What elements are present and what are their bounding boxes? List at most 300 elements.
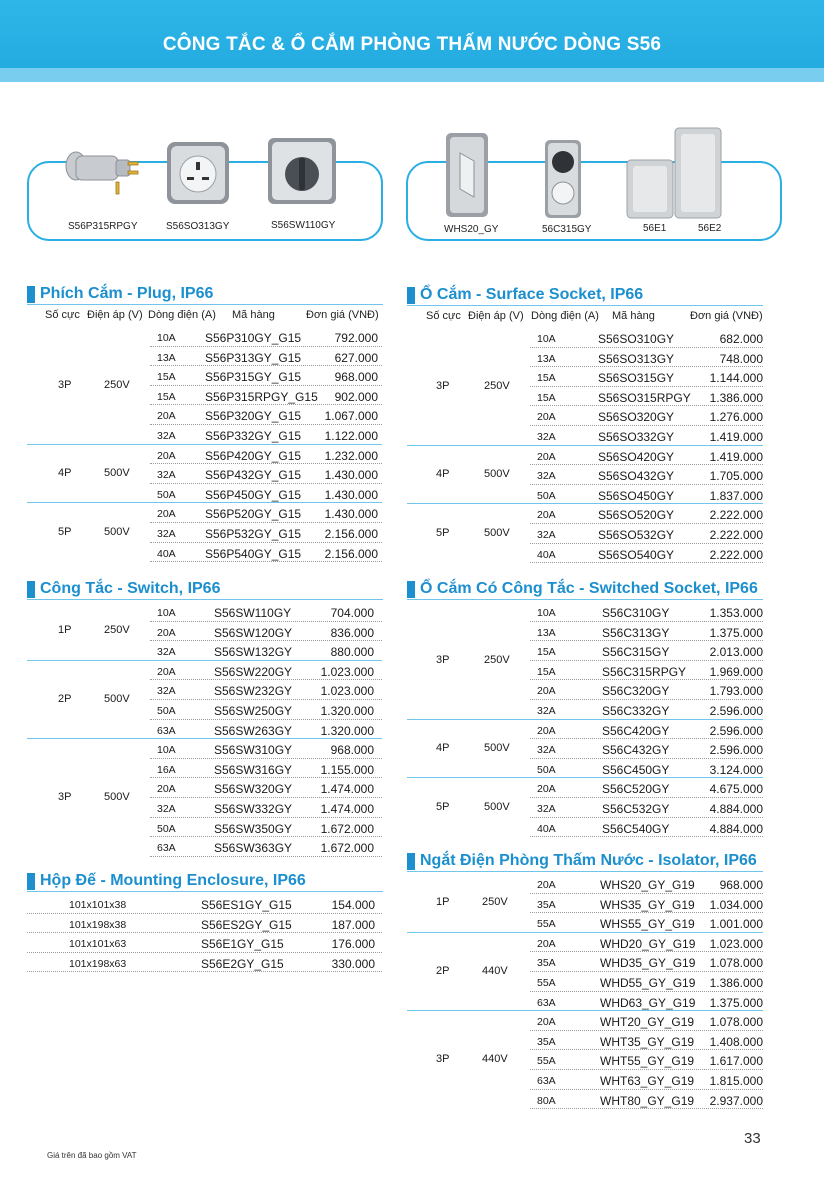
price-cell: 704.000 [330, 606, 374, 620]
voltage: 500V [484, 742, 510, 754]
size-cell: 101x198x63 [69, 957, 127, 970]
current-cell: 50A [157, 705, 176, 717]
voltage: 250V [484, 379, 510, 392]
current-cell: 35A [537, 1035, 556, 1048]
price-cell: 748.000 [719, 351, 763, 366]
voltage: 500V [484, 468, 510, 480]
current-cell: 20A [537, 1016, 556, 1029]
table-row [530, 972, 763, 992]
pole-count: 4P [58, 467, 72, 479]
product-code-cell: S56P450GY_G15 [205, 487, 302, 502]
pole-count: 1P [58, 624, 72, 637]
table-row [530, 622, 763, 642]
product-code-cell: S56SW263GY [214, 723, 293, 738]
product-code-cell: S56E2GY_G15 [201, 956, 284, 971]
voltage: 500V [484, 800, 510, 813]
price-cell: 627.000 [334, 350, 378, 365]
product-code-cell: S56SW250GY [214, 704, 293, 718]
current-cell: 20A [537, 724, 556, 737]
current-cell: 32A [537, 470, 556, 483]
current-cell: 32A [157, 646, 176, 659]
section-title: Ngắt Điện Phòng Thấm Nước - Isolator, IP66 [420, 852, 757, 872]
price-cell: 1.067.000 [324, 409, 378, 424]
current-cell: 50A [157, 488, 176, 501]
price-cell: 1.375.000 [709, 995, 763, 1010]
price-cell: 2.222.000 [709, 528, 763, 542]
current-cell: 40A [537, 548, 556, 561]
table-row [530, 739, 763, 759]
price-cell: 1.122.000 [324, 429, 378, 443]
table-row [27, 894, 382, 914]
table-row [530, 700, 763, 720]
table-row [530, 992, 763, 1012]
table-row [530, 661, 763, 681]
voltage: 440V [482, 1053, 508, 1066]
product-code-cell: S56P332GY_G15 [205, 429, 302, 443]
table-row [27, 914, 382, 934]
vat-note: Giá trên đã bao gồm VAT [47, 1151, 137, 1160]
table-row [150, 700, 382, 720]
table-row [530, 720, 763, 740]
table-row [150, 641, 382, 661]
product-code-cell: S56C520GY [602, 782, 670, 797]
pole-count: 2P [58, 693, 72, 705]
current-cell: 32A [157, 430, 176, 442]
product-code-cell: S56SW220GY [214, 664, 293, 679]
section-title: Hộp Đế - Mounting Enclosure, IP66 [40, 872, 306, 892]
table-row [530, 602, 763, 622]
price-cell: 1.617.000 [709, 1054, 763, 1069]
product-code-cell: S56C315RPGY [602, 664, 687, 679]
current-cell: 20A [157, 410, 176, 423]
table-row [530, 913, 763, 933]
price-cell: 1.078.000 [709, 956, 763, 971]
table-row [150, 425, 382, 445]
table-row [150, 622, 382, 642]
price-cell: 1.837.000 [709, 488, 763, 503]
price-cell: 1.320.000 [320, 704, 374, 718]
current-cell: 15A [157, 371, 176, 384]
price-cell: 1.705.000 [709, 469, 763, 484]
pole-count: 3P [58, 378, 72, 391]
table-row [150, 523, 382, 543]
table-row [150, 445, 382, 465]
page-title: CÔNG TẮC & Ổ CẮM PHÒNG THẤM NƯỚC DÒNG S56 [162, 34, 662, 55]
price-cell: 1.430.000 [324, 468, 378, 483]
product-code-cell: WHD20_GY_G19 [600, 936, 696, 951]
product-code-cell: S56SO315RPGY [598, 390, 691, 405]
price-cell: 330.000 [331, 956, 375, 971]
product-code-cell: S56C315GY [602, 645, 670, 660]
table-row [150, 366, 382, 386]
table-row [150, 837, 382, 857]
product-code-cell: S56C432GY [602, 743, 670, 758]
section-title-underline [407, 599, 763, 600]
price-cell: 1.408.000 [709, 1034, 763, 1049]
current-cell: 20A [537, 783, 556, 796]
voltage: 250V [484, 653, 510, 666]
product-code-cell: S56SO532GY [598, 528, 675, 542]
current-cell: 32A [157, 469, 176, 482]
table-row [530, 328, 763, 348]
product-code-cell: S56SO540GY [598, 547, 675, 562]
table-row [150, 503, 382, 523]
current-cell: 63A [537, 996, 556, 1009]
table-row [530, 641, 763, 661]
pole-count: 3P [436, 379, 450, 392]
current-cell: 55A [537, 977, 556, 989]
current-cell: 63A [157, 842, 176, 855]
product-code-cell: S56SW363GY [214, 841, 293, 856]
price-cell: 1.144.000 [709, 371, 763, 386]
pole-count: 1P [436, 896, 450, 909]
table-row [530, 446, 763, 466]
product-code-cell: S56SO315GY [598, 371, 675, 386]
current-cell: 32A [537, 529, 556, 541]
product-code-cell: S56SW350GY [214, 821, 293, 836]
column-header: Số cực [45, 309, 80, 321]
price-cell: 2.013.000 [709, 645, 763, 660]
table-row [150, 778, 382, 798]
price-cell: 4.884.000 [709, 821, 763, 836]
column-header: Số cực [426, 310, 461, 322]
table-row [530, 952, 763, 972]
price-cell: 2.937.000 [709, 1093, 763, 1108]
current-cell: 20A [537, 450, 556, 463]
product-code-cell: S56SO332GY [598, 430, 675, 444]
price-cell: 682.000 [719, 332, 763, 346]
switched-socket-image [543, 138, 583, 220]
price-cell: 880.000 [330, 645, 374, 660]
size-cell: 101x101x38 [69, 899, 127, 911]
current-cell: 35A [537, 957, 556, 970]
pole-count: 4P [436, 742, 450, 754]
price-cell: 1.320.000 [320, 723, 374, 738]
product-code-cell: S56SW332GY [214, 802, 293, 816]
current-cell: 32A [157, 528, 176, 540]
price-cell: 1.386.000 [709, 976, 763, 990]
product-code-cell: S56C313GY [602, 625, 670, 640]
price-cell: 1.353.000 [709, 606, 763, 620]
table-row [530, 1031, 763, 1051]
product-code-cell: S56ES2GY_G15 [201, 917, 292, 932]
price-cell: 2.596.000 [709, 743, 763, 758]
table-row [530, 1050, 763, 1070]
table-row [150, 347, 382, 367]
current-cell: 63A [537, 1075, 556, 1087]
price-cell: 1.232.000 [324, 448, 378, 463]
caption-switched-socket: 56C315GY [542, 224, 592, 235]
section-title-underline [407, 871, 763, 872]
current-cell: 32A [537, 803, 556, 815]
price-cell: 1.419.000 [709, 430, 763, 444]
product-code-cell: S56SO432GY [598, 469, 675, 484]
price-cell: 176.000 [331, 937, 375, 952]
product-code-cell: WHT80_GY_G19 [600, 1093, 695, 1108]
table-row [150, 680, 382, 700]
caption-isolator: WHS20_GY [444, 224, 499, 235]
current-cell: 13A [537, 626, 556, 639]
current-cell: 20A [537, 937, 556, 950]
price-cell: 154.000 [331, 898, 375, 912]
table-row [530, 504, 763, 524]
product-code-cell: S56SW110GY [214, 606, 292, 620]
table-row [530, 778, 763, 798]
table-row [530, 798, 763, 818]
product-code-cell: S56C332GY [602, 704, 670, 718]
current-cell: 20A [157, 508, 176, 521]
price-cell: 1.001.000 [709, 917, 763, 932]
table-row [530, 387, 763, 407]
current-cell: 20A [537, 509, 556, 522]
caption-plug: S56P315RPGY [68, 221, 138, 232]
current-cell: 10A [537, 333, 556, 345]
socket-image [165, 140, 231, 206]
price-cell: 1.078.000 [709, 1015, 763, 1030]
section-title-underline [407, 305, 763, 306]
pole-count: 4P [436, 468, 450, 480]
current-cell: 15A [537, 646, 556, 659]
section-title: Phích Cắm - Plug, IP66 [40, 285, 213, 305]
price-cell: 1.375.000 [709, 625, 763, 640]
current-cell: 20A [157, 449, 176, 462]
table-row [530, 1070, 763, 1090]
column-header: Mã hàng [232, 309, 275, 321]
table-row [150, 543, 382, 563]
current-cell: 32A [537, 705, 556, 717]
voltage: 440V [482, 965, 508, 977]
column-header: Điện áp (V) [468, 310, 524, 322]
product-code-cell: S56SW132GY [214, 645, 293, 660]
voltage: 500V [104, 791, 130, 803]
table-row [150, 405, 382, 425]
section-title-underline [27, 304, 383, 305]
plug-image [62, 148, 142, 206]
table-row [150, 818, 382, 838]
voltage: 250V [104, 378, 130, 391]
current-cell: 15A [537, 665, 556, 678]
table-row [530, 680, 763, 700]
product-code-cell: S56SW310GY [214, 743, 293, 758]
price-cell: 1.023.000 [709, 936, 763, 951]
enclosure-image [625, 124, 725, 222]
table-row [150, 739, 382, 759]
current-cell: 50A [157, 822, 176, 835]
current-cell: 20A [157, 783, 176, 796]
current-cell: 10A [157, 607, 176, 619]
section-title: Công Tắc - Switch, IP66 [40, 580, 220, 600]
current-cell: 55A [537, 1055, 556, 1068]
pole-count: 5P [436, 526, 450, 539]
current-cell: 32A [157, 803, 176, 815]
table-row [530, 544, 763, 564]
product-code-cell: S56C450GY [602, 762, 670, 777]
price-cell: 1.023.000 [320, 684, 374, 699]
product-code-cell: WHS35_GY_G19 [600, 897, 695, 912]
table-row [530, 348, 763, 368]
current-cell: 13A [157, 351, 176, 364]
price-cell: 1.672.000 [320, 841, 374, 856]
table-row [530, 874, 763, 894]
price-cell: 3.124.000 [709, 762, 763, 777]
price-cell: 2.156.000 [324, 546, 378, 561]
price-cell: 1.793.000 [709, 684, 763, 699]
column-header: Đơn giá (VNĐ) [690, 310, 763, 322]
product-code-cell: S56SO320GY [598, 410, 675, 425]
current-cell: 10A [157, 332, 176, 344]
current-cell: 32A [537, 744, 556, 757]
table-row [150, 602, 382, 622]
column-header: Mã hàng [612, 310, 655, 322]
current-cell: 10A [157, 744, 176, 757]
product-code-cell: S56P313GY_G15 [205, 350, 302, 365]
current-cell: 40A [537, 822, 556, 835]
product-code-cell: S56C420GY [602, 723, 670, 738]
price-cell: 902.000 [334, 389, 378, 404]
table-row [530, 406, 763, 426]
column-header: Dòng điện (A) [148, 309, 216, 321]
current-cell: 10A [537, 607, 556, 619]
product-code-cell: WHT55_GY_G19 [600, 1054, 695, 1069]
current-cell: 20A [537, 685, 556, 698]
product-code-cell: S56C310GY [602, 606, 670, 620]
product-code-cell: S56SO313GY [598, 351, 675, 366]
table-row [530, 759, 763, 779]
current-cell: 15A [157, 390, 176, 403]
caption-enclosure-1: 56E1 [643, 223, 667, 234]
current-cell: 35A [537, 898, 556, 911]
current-cell: 40A [157, 547, 176, 560]
column-header: Dòng điện (A) [531, 310, 599, 322]
section-title-underline [27, 599, 383, 600]
product-code-cell: S56SW316GY [214, 762, 293, 777]
price-cell: 1.430.000 [324, 487, 378, 502]
price-cell: 4.884.000 [709, 802, 763, 816]
product-code-cell: S56P310GY_G15 [205, 331, 302, 345]
section-title: Ổ Cắm - Surface Socket, IP66 [420, 286, 643, 306]
pole-count: 5P [436, 800, 450, 813]
product-code-cell: S56P540GY_G15 [205, 546, 302, 561]
price-cell: 2.596.000 [709, 704, 763, 718]
price-cell: 1.672.000 [320, 821, 374, 836]
product-code-cell: S56E1GY_G15 [201, 937, 284, 952]
price-cell: 1.155.000 [320, 762, 374, 777]
product-code-cell: S56SO520GY [598, 508, 675, 523]
voltage: 250V [482, 896, 508, 909]
product-code-cell: S56P320GY_G15 [205, 409, 302, 424]
pole-count: 3P [436, 1053, 450, 1066]
product-code-cell: WHD63_GY_G19 [600, 995, 696, 1010]
product-code-cell: S56C532GY [602, 802, 670, 816]
voltage: 500V [484, 526, 510, 539]
current-cell: 50A [537, 763, 556, 776]
price-cell: 2.156.000 [324, 527, 378, 541]
table-row [150, 759, 382, 779]
product-code-cell: S56P420GY_G15 [205, 448, 302, 463]
current-cell: 55A [537, 918, 556, 931]
voltage: 500V [104, 525, 130, 538]
product-code-cell: WHS20_GY_G19 [600, 878, 695, 892]
current-cell: 20A [537, 411, 556, 424]
price-cell: 1.430.000 [324, 507, 378, 522]
price-cell: 1.386.000 [709, 390, 763, 405]
table-row [150, 720, 382, 740]
current-cell: 80A [537, 1094, 556, 1107]
pole-count: 3P [58, 791, 72, 803]
voltage: 500V [104, 693, 130, 705]
price-cell: 187.000 [331, 917, 375, 932]
price-cell: 4.675.000 [709, 782, 763, 797]
product-code-cell: S56SO450GY [598, 488, 675, 503]
table-row [530, 1011, 763, 1031]
table-row [27, 953, 382, 973]
product-code-cell: WHT35_GY_G19 [600, 1034, 695, 1049]
product-code-cell: S56ES1GY_G15 [201, 898, 292, 912]
product-code-cell: S56SW320GY [214, 782, 293, 797]
product-code-cell: WHT63_GY_G19 [600, 1074, 695, 1088]
caption-socket: S56SO313GY [166, 221, 230, 232]
product-code-cell: S56P520GY_G15 [205, 507, 302, 522]
current-cell: 13A [537, 352, 556, 365]
pole-count: 5P [58, 525, 72, 538]
header-strip [0, 68, 824, 82]
pole-count: 3P [436, 653, 450, 666]
switch-image [266, 136, 338, 206]
current-cell: 16A [157, 763, 176, 776]
price-cell: 1.474.000 [320, 802, 374, 816]
product-code-cell: S56SO310GY [598, 332, 675, 346]
price-cell: 1.276.000 [709, 410, 763, 425]
current-cell: 50A [537, 489, 556, 502]
product-code-cell: S56C320GY [602, 684, 670, 699]
current-cell: 20A [157, 626, 176, 639]
table-row [150, 798, 382, 818]
product-code-cell: S56SW120GY [214, 625, 293, 640]
section-title: Ổ Cắm Có Công Tắc - Switched Socket, IP66 [420, 580, 758, 600]
pole-count: 2P [436, 965, 450, 977]
product-code-cell: S56P432GY_G15 [205, 468, 302, 483]
product-code-cell: S56P315RPGY_G15 [205, 389, 318, 404]
caption-enclosure-2: 56E2 [698, 223, 722, 234]
current-cell: 20A [537, 879, 556, 891]
table-row [530, 465, 763, 485]
table-row [530, 894, 763, 914]
product-code-cell: WHT20_GY_G19 [600, 1015, 695, 1030]
price-cell: 1.023.000 [320, 664, 374, 679]
page-number: 33 [744, 1130, 761, 1147]
price-cell: 1.474.000 [320, 782, 374, 797]
table-row [530, 1090, 763, 1110]
price-cell: 2.222.000 [709, 508, 763, 523]
voltage: 250V [104, 624, 130, 637]
price-cell: 968.000 [334, 370, 378, 385]
product-code-cell: WHS55_GY_G19 [600, 917, 695, 932]
current-cell: 32A [157, 685, 176, 698]
price-cell: 968.000 [330, 743, 374, 758]
price-cell: 1.419.000 [709, 449, 763, 464]
price-cell: 1.969.000 [709, 664, 763, 679]
section-title-underline [27, 891, 383, 892]
product-code-cell: S56P532GY_G15 [205, 527, 302, 541]
price-cell: 836.000 [330, 625, 374, 640]
price-cell: 1.034.000 [709, 897, 763, 912]
current-cell: 15A [537, 372, 556, 385]
current-cell: 15A [537, 391, 556, 404]
table-row [530, 426, 763, 446]
table-row [150, 661, 382, 681]
size-cell: 101x198x38 [69, 918, 127, 931]
table-row [150, 464, 382, 484]
